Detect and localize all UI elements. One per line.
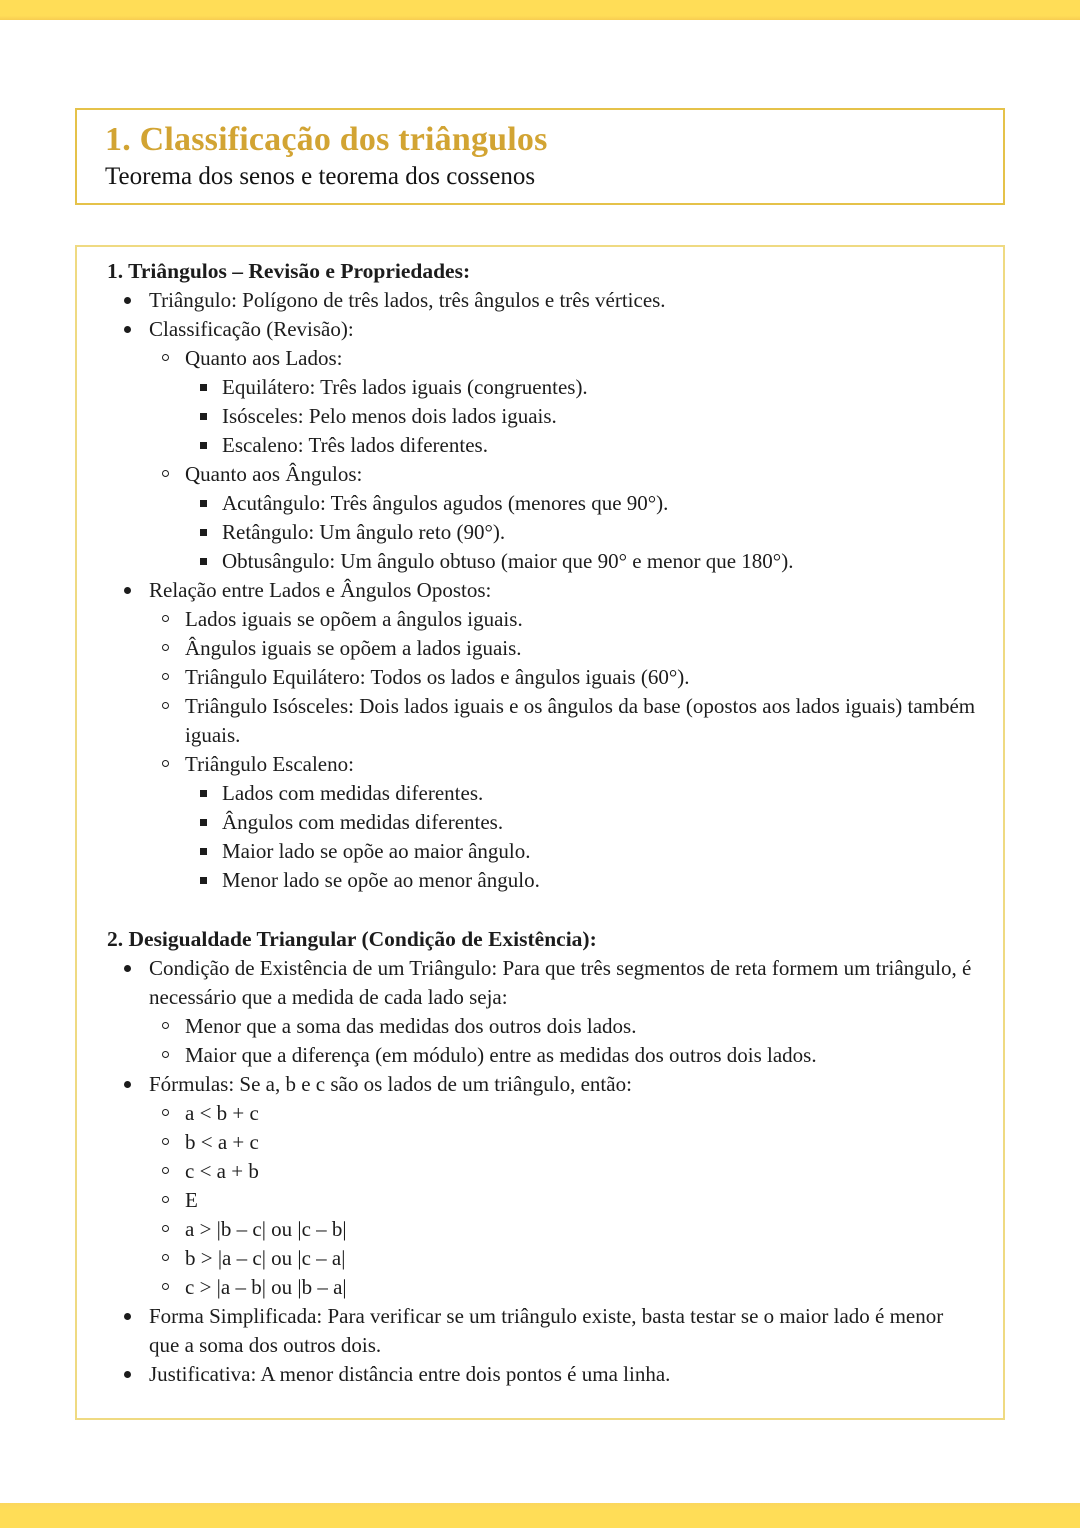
top-accent-bar [0,0,1080,20]
list-item [107,1099,977,1128]
list-item-text: Justificativa: A menor distância entre dois pontos é uma linha. [149,1362,671,1386]
bullet-circle-icon [162,1186,185,1215]
list-item [107,1215,977,1244]
page-title: 1. Classificação dos triângulos [105,121,548,158]
section-heading: 1. Triângulos – Revisão e Propriedades: [107,259,471,283]
bullet-disc-icon [124,576,149,605]
bullet-square-icon [200,431,222,460]
section [107,257,977,895]
list-item [107,663,977,692]
list-item-text: b < a + c [185,1130,259,1154]
list-item-text: Quanto aos Lados: [185,346,343,370]
list-item [107,286,977,315]
list-item-text: Retângulo: Um ângulo reto (90°). [222,520,506,544]
section-heading: 2. Desigualdade Triangular (Condição de Existência): [107,927,597,951]
list-item [107,344,977,373]
list-item [107,605,977,634]
list-item-text: Ângulos com medidas diferentes. [222,810,504,834]
list-item-text: c > |a – b| ou |b – a| [185,1275,347,1299]
bullet-disc-icon [124,286,149,315]
list-item [107,518,977,547]
bullet-circle-icon [162,1157,185,1186]
list-item [107,402,977,431]
bullet-square-icon [200,779,222,808]
list-item [107,1157,977,1186]
list-item [107,460,977,489]
list-item [107,373,977,402]
bullet-circle-icon [162,750,185,779]
list-item [107,1041,977,1070]
bullet-circle-icon [162,1128,185,1157]
list-item-text: Acutângulo: Três ângulos agudos (menores que 90°). [222,491,669,515]
bullet-square-icon [200,489,222,518]
list-item [107,1244,977,1273]
bullet-disc-icon [124,1070,149,1099]
list-item-text: Isósceles: Pelo menos dois lados iguais. [222,404,557,428]
list-item [107,779,977,808]
list-item [107,431,977,460]
list-item [107,692,977,750]
list-item [107,489,977,518]
bullet-square-icon [200,373,222,402]
list-item-text: Condição de Existência de um Triângulo: Para que três segmentos de reta formem um triângulo, é necessário que a medida de cada lado seja: [149,956,972,1009]
list-item [107,547,977,576]
list-item-text: Classificação (Revisão): [149,317,354,341]
list-item [107,750,977,779]
list-item-text: Menor que a soma das medidas dos outros dois lados. [185,1014,637,1038]
bullet-disc-icon [124,954,149,983]
list-item-text: E [185,1188,198,1212]
list-item-text: Menor lado se opõe ao menor ângulo. [222,868,540,892]
bullet-circle-icon [162,663,185,692]
list-item [107,1012,977,1041]
bullet-circle-icon [162,1215,185,1244]
list-item-text: Equilátero: Três lados iguais (congruentes). [222,375,588,399]
list-item-text: Lados com medidas diferentes. [222,781,484,805]
bullet-disc-icon [124,315,149,344]
list-item [107,1360,977,1389]
list-item [107,866,977,895]
bullet-circle-icon [162,1041,185,1070]
section [107,925,977,1389]
list-item-text: Lados iguais se opõem a ângulos iguais. [185,607,523,631]
title-box [75,108,1005,205]
list-item-text: Triângulo: Polígono de três lados, três ângulos e três vértices. [149,288,666,312]
bullet-circle-icon [162,344,185,373]
bullet-square-icon [200,837,222,866]
list-item [107,954,977,1012]
bullet-circle-icon [162,605,185,634]
list-item-text: a < b + c [185,1101,259,1125]
bullet-square-icon [200,866,222,895]
bullet-disc-icon [124,1302,149,1331]
list-item-text: Maior lado se opõe ao maior ângulo. [222,839,531,863]
bullet-disc-icon [124,1360,149,1389]
bullet-circle-icon [162,1273,185,1302]
list-item [107,837,977,866]
list-item-text: Maior que a diferença (em módulo) entre as medidas dos outros dois lados. [185,1043,817,1067]
bullet-circle-icon [162,1099,185,1128]
bullet-square-icon [200,547,222,576]
list-item-text: b > |a – c| ou |c – a| [185,1246,346,1270]
content-box [75,245,1005,1420]
list-item [107,1273,977,1302]
list-item-text: Escaleno: Três lados diferentes. [222,433,488,457]
page-subtitle: Teorema dos senos e teorema dos cossenos [105,163,536,190]
list-item-text: Triângulo Escaleno: [185,752,354,776]
list-item-text: Triângulo Isósceles: Dois lados iguais e os ângulos da base (opostos aos lados iguais) também iguais. [185,694,976,747]
list-item [107,808,977,837]
list-item-text: a > |b – c| ou |c – b| [185,1217,347,1241]
list-item [107,1128,977,1157]
bullet-circle-icon [162,460,185,489]
list-item [107,1186,977,1215]
bottom-accent-bar [0,1503,1080,1528]
bullet-circle-icon [162,1012,185,1041]
list-item [107,634,977,663]
bullet-square-icon [200,518,222,547]
list-item [107,1302,977,1360]
list-item [107,576,977,605]
list-item-text: c < a + b [185,1159,259,1183]
list-item-text: Fórmulas: Se a, b e c são os lados de um triângulo, então: [149,1072,632,1096]
bullet-square-icon [200,402,222,431]
list-item-text: Ângulos iguais se opõem a lados iguais. [185,636,522,660]
list-item-text: Obtusângulo: Um ângulo obtuso (maior que 90° e menor que 180°). [222,549,794,573]
list-item-text: Relação entre Lados e Ângulos Opostos: [149,578,492,602]
bullet-circle-icon [162,692,185,721]
list-item [107,315,977,344]
list-item [107,1070,977,1099]
list-item-text: Quanto aos Ângulos: [185,462,363,486]
list-item-text: Triângulo Equilátero: Todos os lados e ângulos iguais (60°). [185,665,690,689]
bullet-circle-icon [162,634,185,663]
bullet-square-icon [200,808,222,837]
list-item-text: Forma Simplificada: Para verificar se um triângulo existe, basta testar se o maior lado é menor que a soma dos outros dois. [149,1304,944,1357]
bullet-circle-icon [162,1244,185,1273]
